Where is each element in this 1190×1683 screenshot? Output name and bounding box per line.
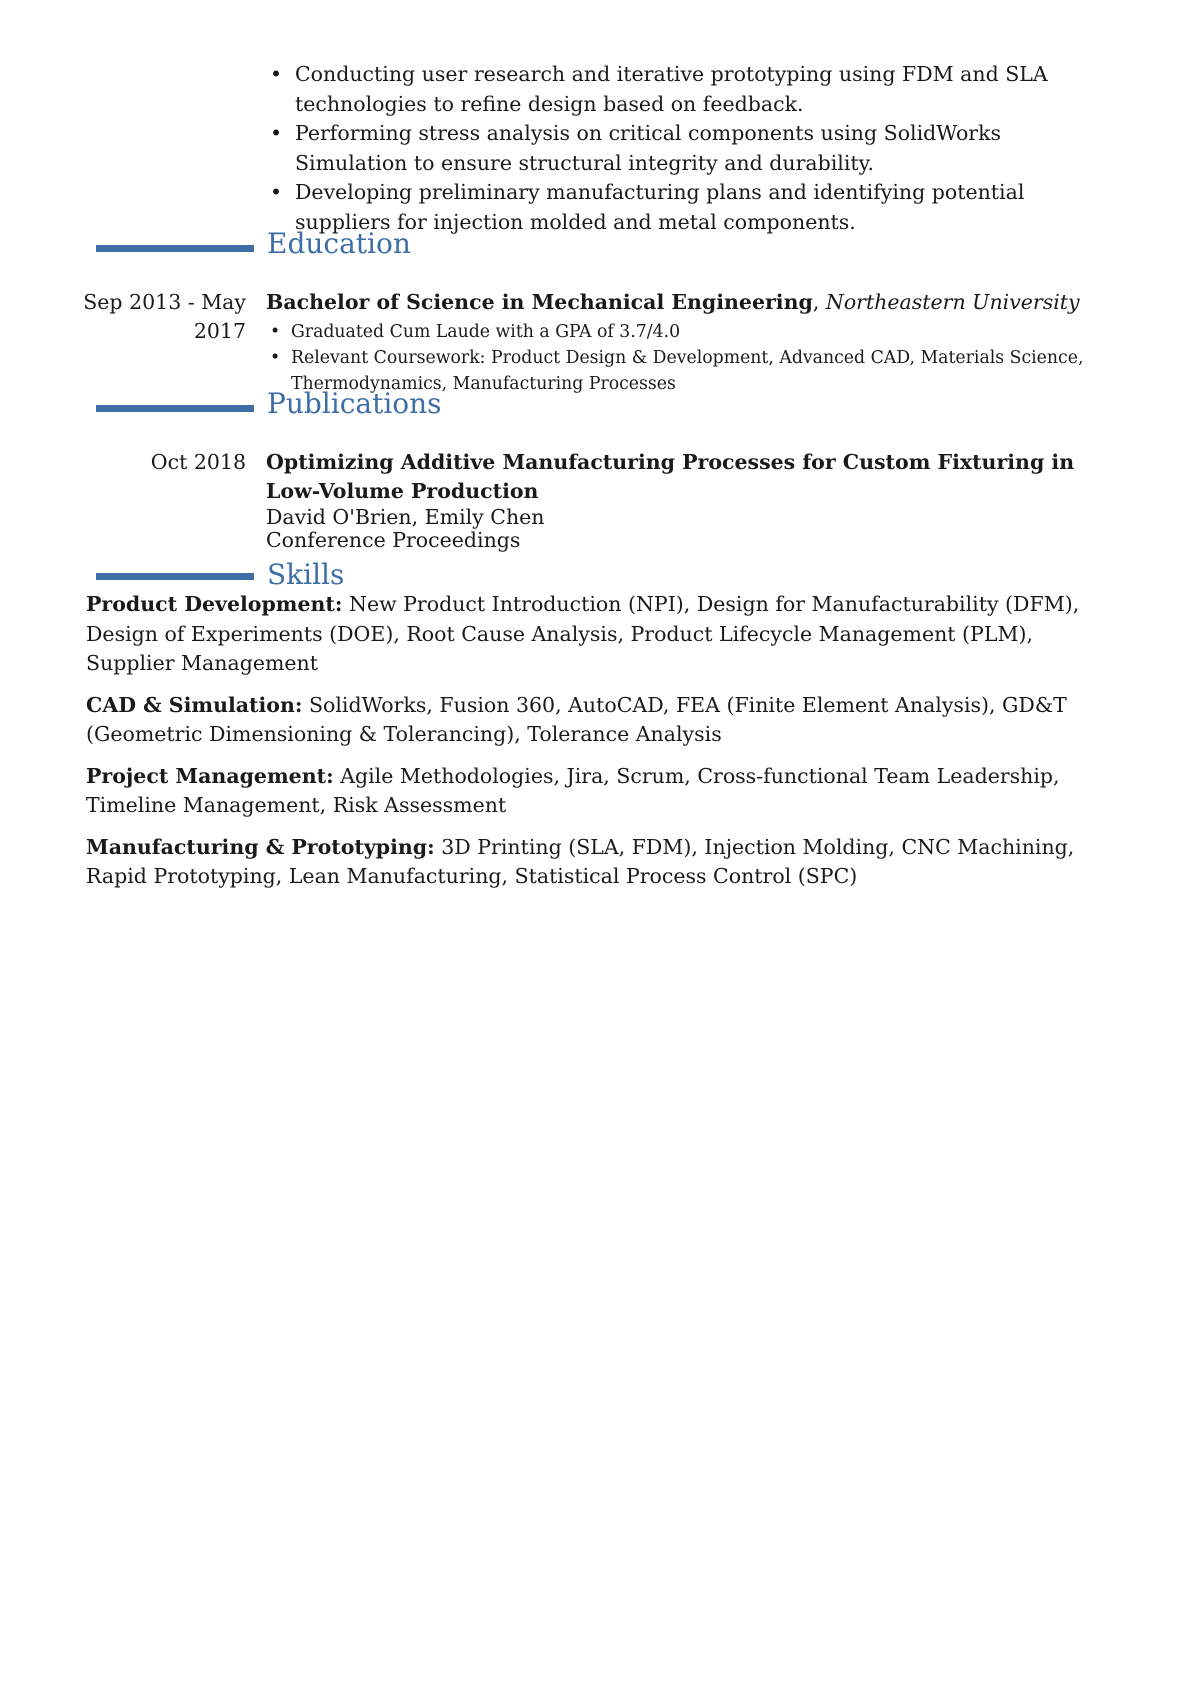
skill-label: Manufacturing & Prototyping: xyxy=(86,834,435,859)
section-accent-bar xyxy=(96,245,254,252)
skill-text: New Product Introduction (NPI), Design for Manufacturability (DFM), Design of Experiments (DOE), Root Cause Analysis, Product Lifecycle Management (PLM), Supplier Management xyxy=(86,592,1080,675)
experience-bullet-list xyxy=(266,60,1116,237)
education-degree-line xyxy=(266,288,1126,317)
education-heading: Education xyxy=(267,227,411,260)
skill-label: CAD & Simulation: xyxy=(86,692,303,717)
skill-item xyxy=(86,590,1116,679)
skill-label: Project Management: xyxy=(86,763,334,788)
skill-item xyxy=(86,691,1116,750)
skills-list xyxy=(86,590,1116,904)
skill-text: SolidWorks, Fusion 360, AutoCAD, FEA (Finite Element Analysis), GD&T (Geometric Dimensioning & Tolerancing), Tolerance Analysis xyxy=(86,692,1067,746)
section-accent-bar xyxy=(96,573,254,580)
experience-bullet: • Developing preliminary manufacturing plans and identifying potential suppliers for injection molded and metal components. xyxy=(266,178,1116,237)
education-bullet: • Graduated Cum Laude with a GPA of 3.7/4.0 xyxy=(266,319,1126,345)
skill-item xyxy=(86,833,1116,892)
publication-venue: Conference Proceedings xyxy=(266,528,521,552)
degree-separator: , xyxy=(812,290,826,314)
skill-text: 3D Printing (SLA, FDM), Injection Molding, CNC Machining, Rapid Prototyping, Lean Manufacturing, Statistical Process Control (SPC) xyxy=(86,834,1075,888)
education-bullet-list xyxy=(266,319,1126,397)
education-bullet: • Relevant Coursework: Product Design & Development, Advanced CAD, Materials Science, Thermodynamics, Manufacturing Processes xyxy=(266,345,1126,397)
education-date: Sep 2013 - May 2017 xyxy=(83,290,246,343)
skill-item xyxy=(86,762,1116,821)
education-entry xyxy=(266,288,1126,397)
publication-authors: David O'Brien, Emily Chen xyxy=(266,505,545,529)
education-section-header xyxy=(96,227,996,285)
school-name: Northeastern University xyxy=(825,290,1080,314)
experience-bullet: • Performing stress analysis on critical components using SolidWorks Simulation to ensure structural integrity and durability. xyxy=(266,119,1116,178)
skills-heading: Skills xyxy=(267,558,345,591)
degree-name: Bachelor of Science in Mechanical Engineering xyxy=(266,290,813,314)
skill-text: Agile Methodologies, Jira, Scrum, Cross-functional Team Leadership, Timeline Management, Risk Assessment xyxy=(86,763,1060,817)
publication-entry xyxy=(266,448,1096,552)
publication-date: Oct 2018 xyxy=(150,450,246,474)
publications-heading: Publications xyxy=(267,387,442,420)
publications-section-header xyxy=(96,387,996,445)
experience-bullet: • Conducting user research and iterative prototyping using FDM and SLA technologies to refine design based on feedback. xyxy=(266,60,1116,119)
skill-label: Product Development: xyxy=(86,592,343,616)
publication-title: Optimizing Additive Manufacturing Processes for Custom Fixturing in Low-Volume Production xyxy=(266,450,1075,503)
section-accent-bar xyxy=(96,405,254,412)
